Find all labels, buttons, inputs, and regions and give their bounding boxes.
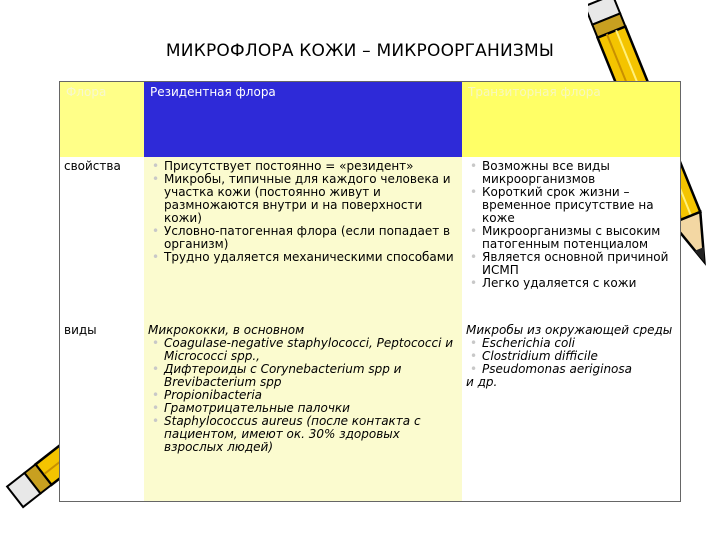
list-item: • Coagulase-negative staphylococci, Peptococci и Micrococci spp.,	[148, 337, 458, 363]
list-item: • Короткий срок жизни – временное присутствие на коже	[466, 186, 676, 225]
table-header-row	[60, 82, 681, 158]
slide-title: МИКРОФЛОРА КОЖИ – МИКРООРГАНИЗМЫ	[165, 41, 555, 61]
row-label-kinds: виды	[60, 321, 145, 502]
list-item: • Трудно удаляется механическими способами	[148, 251, 458, 264]
list-item: • Возможны все виды микроорганизмов	[466, 160, 676, 186]
transient-kinds-outro: и др.	[466, 375, 498, 389]
resident-kinds-cell	[144, 321, 462, 502]
table-row-kinds	[60, 321, 681, 502]
list-item: • Условно-патогенная флора (если попадает в организм)	[148, 225, 458, 251]
resident-kinds-intro: Микрококки, в основном	[148, 323, 305, 337]
header-cell-flora: Флора	[60, 82, 145, 158]
row-label-properties: свойства	[60, 157, 145, 321]
list-item: • Propionibacteria	[148, 389, 458, 402]
list-item: • Микроорганизмы с высоким патогенным потенциалом	[466, 225, 676, 251]
table-row-properties	[60, 157, 681, 321]
list-item: • Staphylococcus aureus (после контакта с пациентом, имеют ок. 30% здоровых взрослых людей)	[148, 415, 458, 454]
list-item: • Дифтероиды с Corynebacterium spp и Brevibacterium spp	[148, 363, 458, 389]
transient-kinds-cell	[462, 321, 681, 502]
transient-properties-cell	[462, 157, 681, 321]
flora-table	[59, 81, 681, 502]
transient-kinds-intro: Микробы из окружающей среды	[466, 323, 673, 337]
list-item: • Присутствует постоянно = «резидент»	[148, 160, 458, 173]
list-item: • Escherichia coli	[466, 337, 676, 350]
resident-properties-cell	[144, 157, 462, 321]
header-cell-transient: Транзиторная флора	[462, 82, 681, 158]
header-cell-resident: Резидентная флора	[144, 82, 462, 158]
list-item: • Грамотрицательные палочки	[148, 402, 458, 415]
list-item: • Является основной причиной ИСМП	[466, 251, 676, 277]
list-item: • Микробы, типичные для каждого человека и участка кожи (постоянно живут и размножаются внутри и на поверхности кожи)	[148, 173, 458, 225]
list-item: • Clostridium difficile	[466, 350, 676, 363]
list-item: • Легко удаляется с кожи	[466, 277, 676, 290]
list-item: • Pseudomonas aeriginosa	[466, 363, 676, 376]
